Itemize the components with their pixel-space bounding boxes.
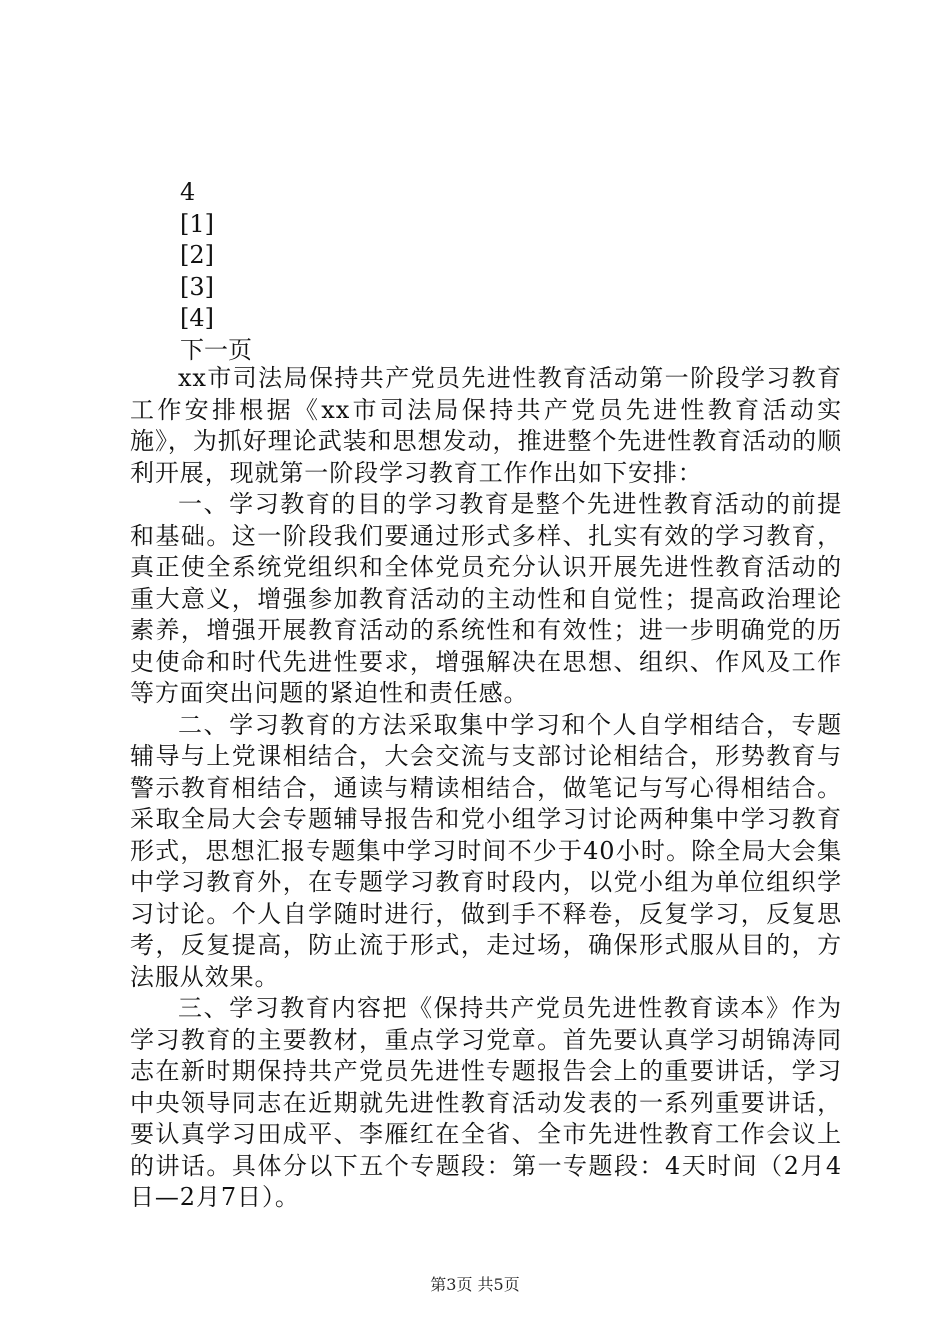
- page-navigation: [180, 177, 480, 366]
- page-link-2[interactable]: [2]: [180, 241, 214, 269]
- page-link-1[interactable]: [1]: [180, 209, 214, 238]
- page-link-4[interactable]: [4]: [180, 304, 214, 332]
- page-footer: 第3页 共5页: [430, 1275, 520, 1294]
- section-1-paragraph: 一、学习教育的目的学习教育是整个先进性教育活动的前提和基础。这一阶段我们要通过形式多样、扎实有效的学习教育，真正使全系统党组织和全体党员充分认识开展先进性教育活动的重大意义，增强参加教育活动的主动性和自觉性；提高政治理论素养，增强开展教育活动的系统性和有效性；进一步明确党的历史使命和时代先进性要求，增强解决在思想、组织、作风及工作等方面突出问题的紧迫性和责任感。: [130, 490, 842, 707]
- next-page-link[interactable]: 下一页: [180, 335, 252, 364]
- intro-paragraph: xx市司法局保持共产党员先进性教育活动第一阶段学习教育工作安排根据《xx市司法局保持共产党员先进性教育活动实施》，为抓好理论武装和思想发动，推进整个先进性教育活动的顺利开展，现就第一阶段学习教育工作作出如下安排：: [130, 364, 842, 487]
- page-link-3[interactable]: [3]: [180, 272, 214, 301]
- section-2-paragraph: 二、学习教育的方法采取集中学习和个人自学相结合，专题辅导与上党课相结合，大会交流与支部讨论相结合，形势教育与警示教育相结合，通读与精读相结合，做笔记与写心得相结合。采取全局大会专题辅导报告和党小组学习讨论两种集中学习教育形式，思想汇报专题集中学习时间不少于40小时。除全局大会集中学习教育外，在专题学习教育时段内，以党小组为单位组织学习讨论。个人自学随时进行，做到手不释卷，反复学习，反复思考，反复提高，防止流于形式，走过场，确保形式服从目的，方法服从效果。: [130, 710, 842, 991]
- page-marker: 4: [180, 178, 196, 206]
- section-3-paragraph: 三、学习教育内容把《保持共产党员先进性教育读本》作为学习教育的主要教材，重点学习党章。首先要认真学习胡锦涛同志在新时期保持共产党员先进性专题报告会上的重要讲话，学习中央领导同志在近期就先进性教育活动发表的一系列重要讲话，要认真学习田成平、李雁红在全省、全市先进性教育工作会议上的讲话。具体分以下五个专题段：第一专题段：4天时间（2月4日—2月7日）。: [130, 994, 842, 1211]
- document-body: [130, 363, 842, 1214]
